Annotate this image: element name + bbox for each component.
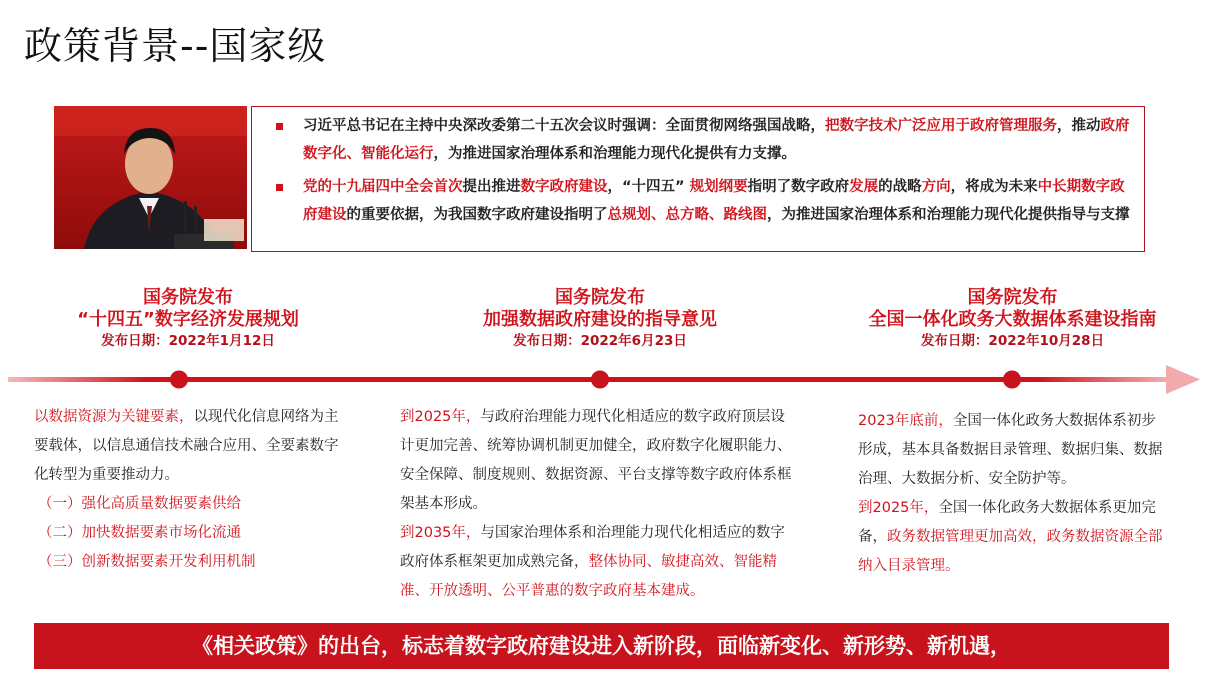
timeline-heading-1: 国务院发布 “十四五”数字经济发展规划 发布日期：2022年1月12日 [77, 287, 299, 349]
timeline-dot-2 [591, 371, 609, 389]
quote-bullet-1: 习近平总书记在主持中央深改委第二十五次会议时强调：全面贯彻网络强国战略，把数字技术广泛应用于政府管理服务，推动政府数字化、智能化运行，为推进国家治理体系和治理能力现代化提供有力支撑。 [276, 112, 1133, 168]
col-3: 2023年底前，全国一体化政务大数据体系初步形成，基本具备数据目录管理、数据归集、数据治理、大数据分析、安全防护等。 到2025年，全国一体化政务大数据体系更加完备，政务数据管理更加高效，政务数据资源全部纳入目录管理。 [858, 413, 1163, 574]
col-1: 以数据资源为关键要素，以现代化信息网络为主要载体，以信息通信技术融合应用、全要素数字化转型为重要推动力。 （一）强化高质量数据要素供给 （二）加快数据要素市场化流通 （三）创新数据要素开发利用机制 [34, 403, 344, 577]
col1-item-3: （三）创新数据要素开发利用机制 [38, 554, 256, 570]
timeline-heading-3: 国务院发布 全国一体化政务大数据体系建设指南 发布日期：2022年10月28日 [868, 287, 1157, 349]
timeline-arrow [0, 360, 1209, 400]
page-title: 政策背景--国家级 [24, 24, 327, 68]
timeline-dot-3 [1003, 371, 1021, 389]
speaker-photo [54, 106, 247, 249]
col1-item-1: （一）强化高质量数据要素供给 [38, 496, 241, 512]
col-2: 到2025年，与政府治理能力现代化相适应的数字政府顶层设计更加完善、统筹协调机制更加健全，政府数字化履职能力、安全保障、制度规则、数据资源、平台支撑等数字政府体系框架基本形成。 到2035年，与国家治理体系和治理能力现代化相适应的数字政府体系框架更加成熟完备，整体协同、敏捷高效、智能精准、开放透明、公平普惠的数字政府基本建成。 [400, 409, 792, 599]
timeline-heading-2: 国务院发布 加强数据政府建设的指导意见 发布日期：2022年6月23日 [483, 287, 717, 349]
quote-box [251, 106, 1145, 252]
square-bullet-icon [276, 184, 283, 191]
quote-bullet-2: 党的十九届四中全会首次提出推进数字政府建设，“十四五” 规划纲要指明了数字政府发展的战略方向，将成为未来中长期数字政府建设的重要依据，为我国数字政府建设指明了总规划、总方略、路线图，为推进国家治理体系和治理能力现代化提供指导与支撑 [276, 173, 1133, 229]
bottom-banner: 《相关政策》的出台，标志着数字政府建设进入新阶段，面临新变化、新形势、新机遇， [34, 623, 1169, 669]
col1-item-2: （二）加快数据要素市场化流通 [38, 525, 241, 541]
square-bullet-icon [276, 123, 283, 130]
arrow-head-icon [1166, 365, 1200, 394]
speaker-photo-image [54, 106, 247, 249]
timeline-dot-1 [170, 371, 188, 389]
